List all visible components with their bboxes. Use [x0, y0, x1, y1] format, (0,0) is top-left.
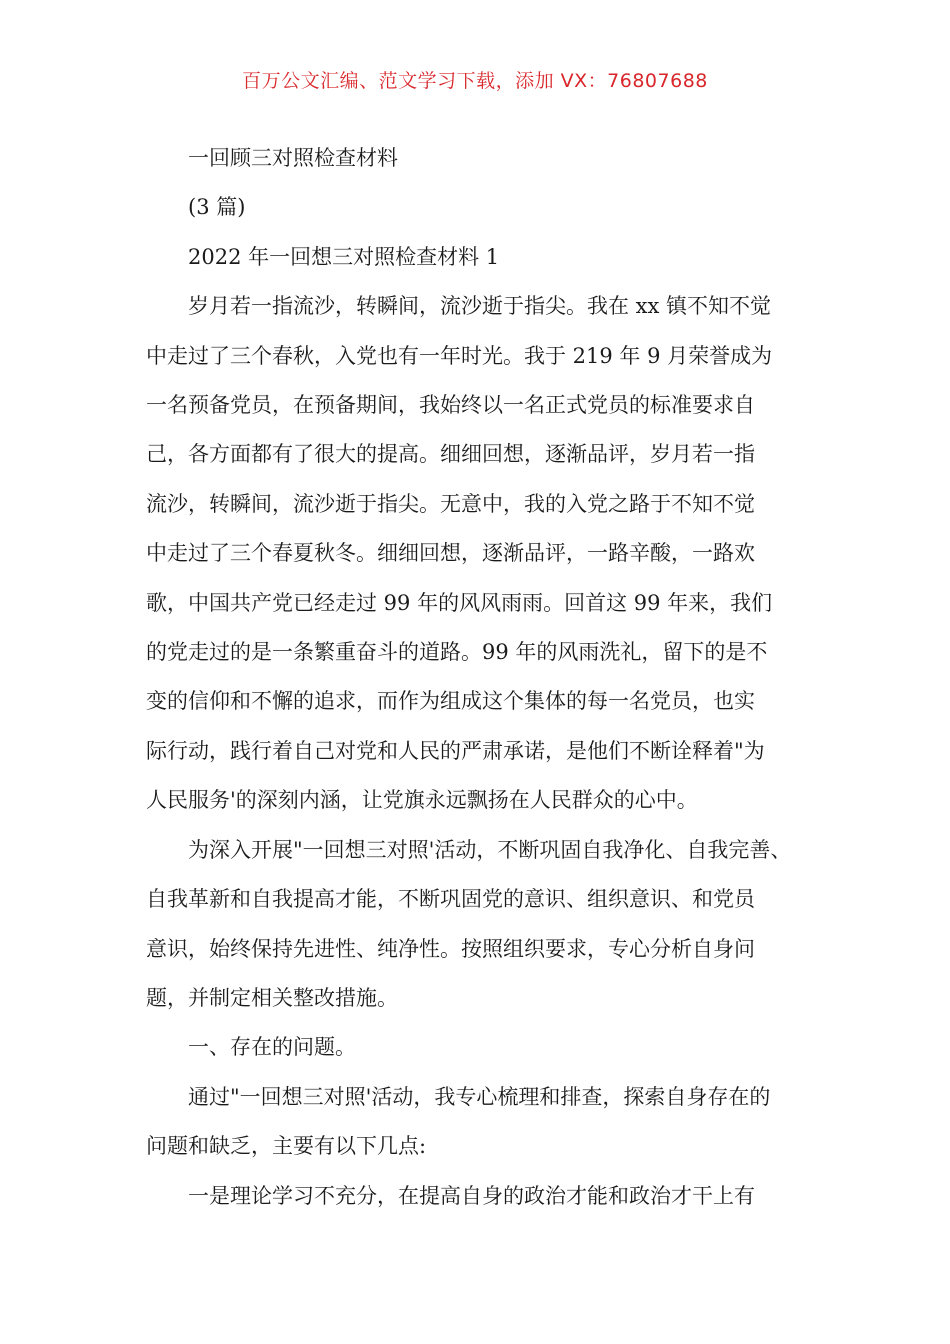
document-title: 一回顾三对照检查材料: [188, 146, 398, 170]
document-count: (3 篇): [188, 195, 246, 220]
text-line: 际行动，践行着自己对党和人民的严肃承诺，是他们不断诠释着"为: [146, 738, 765, 763]
document-subtitle: 2022 年一回想三对照检查材料 1: [188, 244, 500, 269]
document-text: [146, 282, 811, 1221]
text-line: 通过"一回想三对照'活动，我专心梳理和排查，探索自身存在的: [188, 1084, 771, 1109]
text-line: 中走过了三个春夏秋冬。细细回想，逐渐品评，一路辛酸，一路欢: [146, 541, 755, 566]
text-line: 为深入开展"一回想三对照'活动，不断巩固自我净化、自我完善、: [188, 837, 792, 862]
text-line: 己，各方面都有了很大的提高。细细回想，逐渐品评，岁月若一指: [146, 442, 755, 467]
text-line: 一是理论学习不充分，在提高自身的政治才能和政治才干上有: [188, 1183, 755, 1208]
text-line: 歌，中国共产党已经走过 99 年的风风雨雨。回首这 99 年来，我们: [146, 590, 773, 615]
text-line: 问题和缺乏，主要有以下几点:: [146, 1134, 427, 1159]
text-line: 一、存在的问题。: [188, 1035, 356, 1060]
text-line: 变的信仰和不懈的追求，而作为组成这个集体的每一名党员，也实: [146, 689, 755, 714]
text-line: 的党走过的是一条繁重奋斗的道路。99 年的风雨洗礼，留下的是不: [146, 640, 768, 665]
watermark-header: 百万公文汇编、范文学习下载，添加 VX：76807688: [242, 70, 708, 92]
text-line: 岁月若一指流沙，转瞬间，流沙逝于指尖。我在 xx 镇不知不觉: [188, 294, 772, 319]
text-line: 人民服务'的深刻内涵，让党旗永远飘扬在人民群众的心中。: [146, 788, 698, 813]
text-line: 一名预备党员，在预备期间，我始终以一名正式党员的标准要求自: [146, 393, 755, 418]
text-line: 自我革新和自我提高才能，不断巩固党的意识、组织意识、和党员: [146, 887, 755, 912]
text-line: 中走过了三个春秋，入党也有一年时光。我于 219 年 9 月荣誉成为: [146, 343, 773, 368]
document-body: [146, 134, 811, 1221]
text-line: 题，并制定相关整改措施。: [146, 985, 398, 1010]
text-line: 意识，始终保持先进性、纯净性。按照组织要求，专心分析自身问: [146, 936, 755, 961]
text-line: 流沙，转瞬间，流沙逝于指尖。无意中，我的入党之路于不知不觉: [146, 491, 755, 516]
